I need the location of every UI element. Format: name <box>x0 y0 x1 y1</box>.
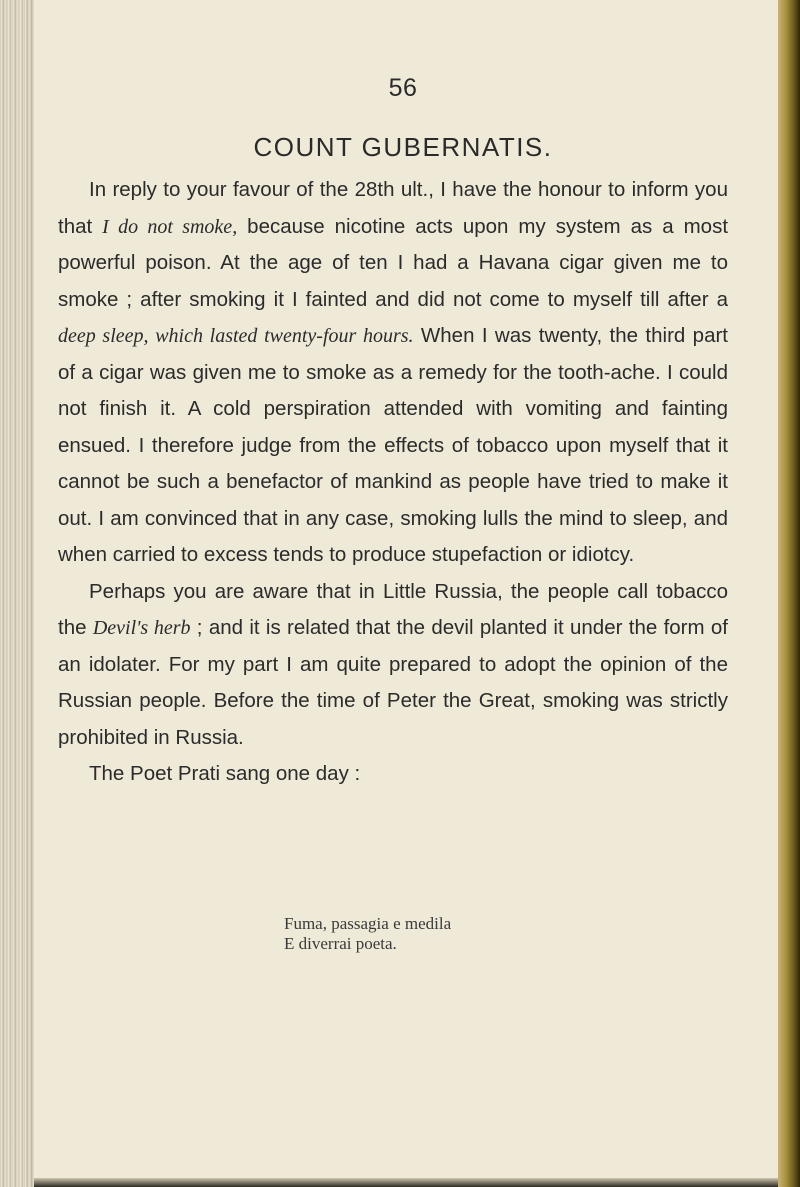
page-number: 56 <box>388 74 418 102</box>
verse-quote <box>284 914 451 954</box>
page-edge <box>778 0 800 1187</box>
italic-run: Devil's herb <box>92 617 191 639</box>
italic-run: I do not smoke, <box>102 215 238 238</box>
text-run: because nicotine acts upon my system as a most powerful poison. At the age of ten I had a Havana cigar given me to smoke ; after smoking it I fainted and did not come to myself till after a <box>58 214 729 311</box>
verse-line: E diverrai poeta. <box>284 934 397 953</box>
text-run: ; and it is related that the devil planted it under the form of an idolater. For my part I am quite prepared to adopt the opinion of the Russian people. Before the time of Peter the Great, smoking was strictly prohibited in Russia. <box>58 616 728 749</box>
book-binding-gutter <box>0 0 34 1187</box>
section-heading <box>58 132 748 163</box>
heading-text: COUNT GUBERNATIS. <box>253 132 553 162</box>
book-page <box>58 0 748 1187</box>
paragraph <box>58 172 728 574</box>
paragraph: The Poet Prati sang one day : <box>89 762 361 785</box>
text-run: When I was twenty, the third part of a cigar was given me to smoke as a remedy for the tooth-ache. I could not finish it. A cold perspiration attended with vomiting and fainting ensued. I therefore judge from the effects of tobacco upon myself that it cannot be such a benefactor of mankind as people have tried to make it out. I am convinced that in any case, smoking lulls the mind to sleep, and when carried to excess tends to produce stupefaction or idiotcy. <box>58 324 728 566</box>
verse-line: Fuma, passagia e medila <box>284 914 452 933</box>
italic-run: deep sleep, which lasted twenty-four hours. <box>58 325 414 347</box>
text-run: In reply to your favour of the 28th ult., I have the honour to inform you that <box>58 178 728 238</box>
text-run: Perhaps you are aware that in Little Russia, the people call tobacco the <box>58 579 728 639</box>
paragraph <box>58 574 728 757</box>
body-text <box>58 172 728 793</box>
